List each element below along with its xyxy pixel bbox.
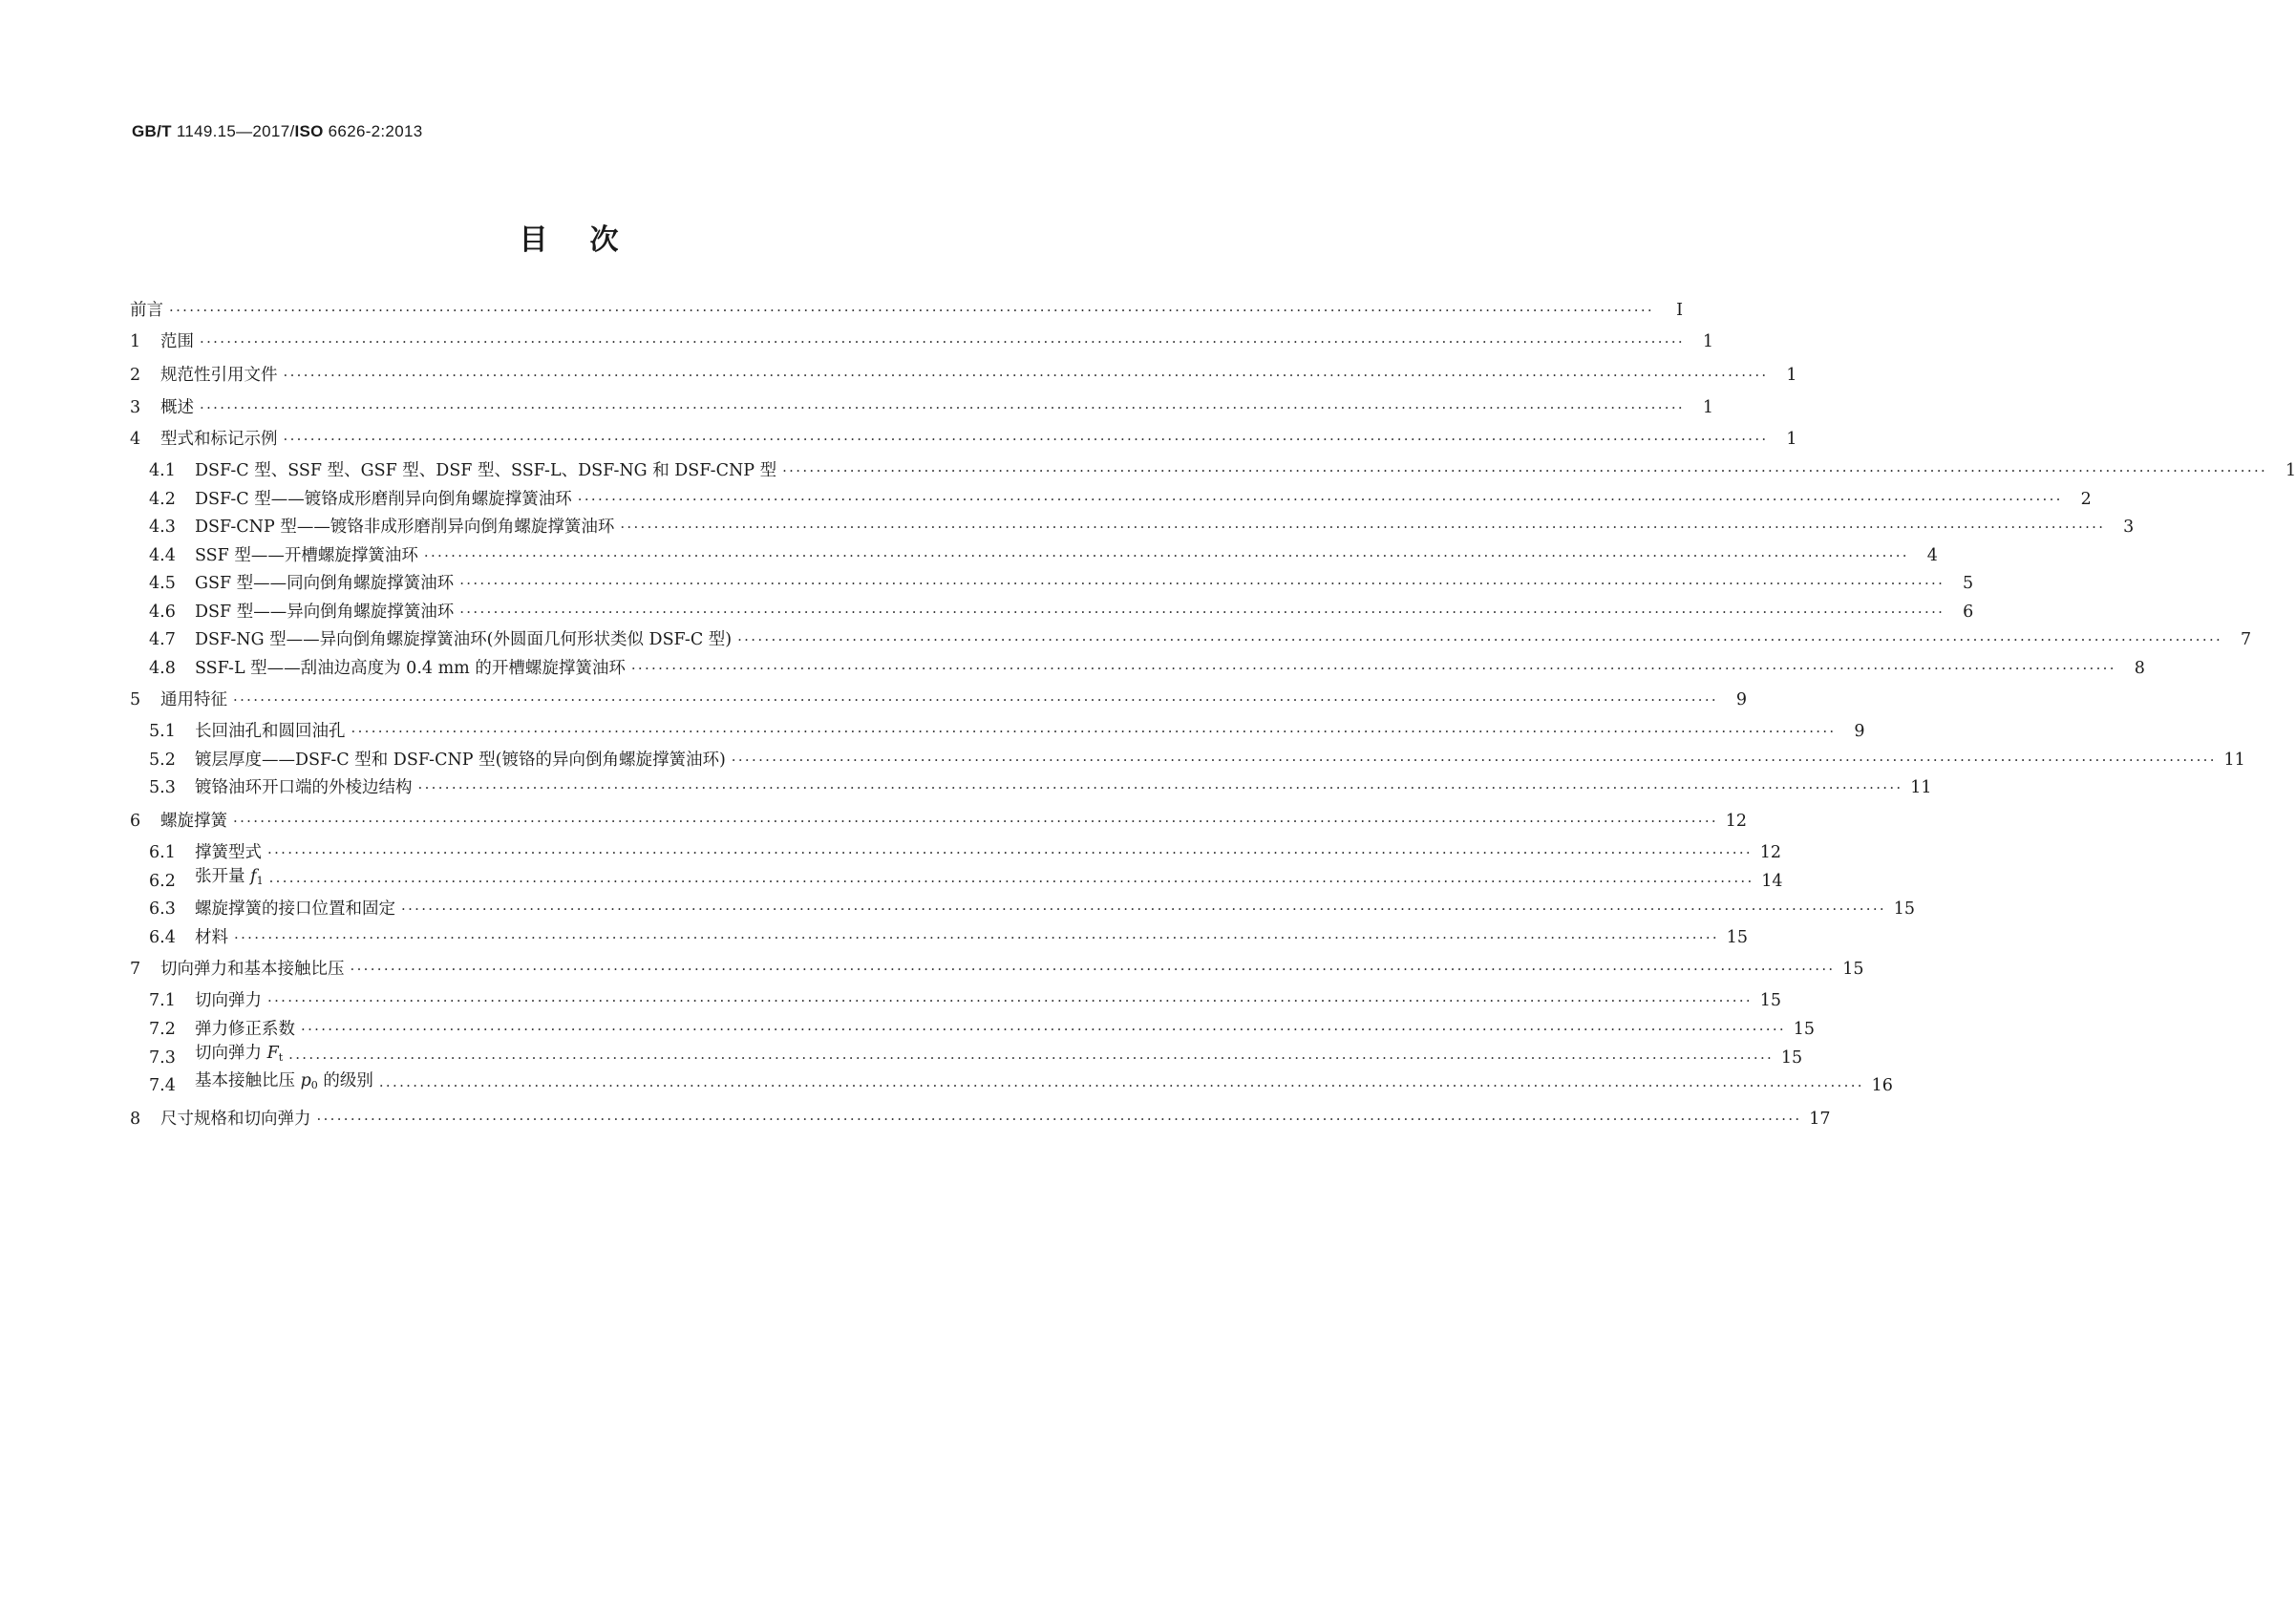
toc-entry-page: 1 [1786,430,1797,449]
toc-entry[interactable] [149,509,2135,538]
toc-entry-number: 1 [130,332,141,351]
toc-entry-number: 6.3 [149,899,176,919]
leader-dots: ···························································································································································································································· [169,302,1654,319]
toc-entry[interactable] [149,594,1974,623]
leader-dots: ···························································································································································································································· [283,431,1769,448]
page-title: 目次 [519,223,661,257]
leader-dots: ···························································································································································································································· [577,491,2063,508]
toc-entry-page: 1 [1702,332,1713,351]
toc-entry-number: 2 [130,366,141,385]
leader-dots: ···························································································································································································································· [731,751,2217,769]
toc-entry-number: 7.3 [149,1048,176,1068]
toc-entry-number: 7.1 [149,991,176,1010]
toc-entry-title: DSF-C 型、SSF 型、GSF 型、DSF 型、SSF-L、DSF-NG 和 DSF-CNP 型 [195,461,777,480]
toc-entry-number: 8 [130,1110,141,1129]
toc-entry-title: 概述 [160,398,194,417]
toc-entry-page: 15 [1780,1048,1803,1068]
toc-entry-number: 5.3 [149,778,176,797]
toc-entry-title: GSF 型——同向倒角螺旋撑簧油环 [195,574,455,593]
toc-entry-page: 15 [1726,928,1748,947]
toc-entry-number: 5.2 [149,751,176,770]
toc-entry-title: 基本接触比压 $p_0$ 的级别 [195,1071,373,1091]
toc-entry-title: 张开量 $f_1$ [195,867,264,887]
toc-entry-title: SSF 型——开槽螺旋撑簧油环 [195,546,418,565]
toc-entry-page: 15 [1793,1020,1815,1039]
leader-dots: ···························································································································································································································· [233,813,1718,830]
leader-dots: ···························································································································································································································· [233,691,1718,709]
toc-entry-number: 4.1 [149,461,176,480]
toc-entry-title: 通用特征 [160,690,227,709]
leader-dots: ···························································································································································································································· [200,333,1685,350]
toc-entry-page: 6 [1963,603,1974,622]
toc-entry-title: 范围 [160,332,194,351]
leader-dots: ···························································································································································································································· [351,723,1837,740]
leader-dots: ···························································································································································································································· [301,1021,1786,1038]
toc-entry-page: 9 [1735,690,1747,709]
iso-number: 6626-2:2013 [323,122,423,140]
toc-entry-title: 规范性引用文件 [160,366,278,385]
toc-entry-number: 6 [130,812,141,831]
toc-entry[interactable] [130,803,1747,832]
toc-entry-number: 6.1 [149,843,176,862]
toc-entry-title: 尺寸规格和切向弹力 [160,1110,311,1129]
toc-entry-number: 4.4 [149,546,176,565]
math-variable: F [266,1044,279,1063]
leader-dots: ···························································································································································································································· [782,462,2268,479]
toc-entry-page: 1 [1702,398,1713,417]
toc-entry[interactable] [130,951,1864,980]
leader-dots: ···························································································································································································································· [630,660,2116,677]
toc-entry-number: 4.3 [149,518,176,537]
toc-entry-title-tail: 的级别 [317,1071,373,1090]
toc-entry-number: 6.4 [149,928,176,947]
toc-entry-page: 15 [1893,899,1915,919]
toc-entry[interactable] [149,920,1748,948]
toc-entry-title: DSF-NG 型——异向倒角螺旋撑簧油环(外圆面几何形状类似 DSF-C 型) [195,630,733,649]
toc-entry-title: 切向弹力 $F_t$ [195,1044,284,1064]
leader-dots: ···························································································································································································································· [234,929,1719,946]
toc-entry[interactable] [149,1068,1893,1096]
toc-entry-number: 4.7 [149,630,176,649]
toc-entry-page: 11 [2223,751,2245,770]
toc-entry-title: 材料 [195,928,228,947]
math-variable: f [250,867,257,886]
leader-dots: ···························································································································································································································· [459,575,1945,592]
toc-entry-number: 5 [130,690,141,709]
toc-entry-title: DSF-C 型——镀铬成形磨削异向倒角螺旋撑簧油环 [195,490,572,509]
standard-prefix: GB/T [132,122,172,140]
toc-entry-title: 型式和标记示例 [160,430,278,449]
toc-entry-page: 4 [1926,546,1938,565]
toc-entry-title: 前言 [130,301,163,320]
leader-dots: ···························································································································································································································· [350,961,1836,978]
toc-entry-number: 5.1 [149,722,176,741]
toc-entry-title: DSF-CNP 型——镀铬非成形磨削异向倒角螺旋撑簧油环 [195,518,615,537]
leader-dots: ···························································································································································································································· [417,779,1903,796]
toc-entry[interactable] [149,835,1781,863]
toc-entry-page: 1 [1786,366,1797,385]
leader-dots: ···························································································································································································································· [200,399,1685,416]
math-subscript: 0 [310,1079,318,1091]
toc-entry[interactable] [149,622,2252,650]
toc-entry[interactable] [149,770,1932,798]
toc-entry[interactable] [130,390,1713,418]
toc-entry-number: 4.8 [149,659,176,678]
toc-entry-page: 16 [1871,1076,1893,1095]
toc-entry[interactable] [149,713,1865,742]
leader-dots: ···························································································································································································································· [423,547,1909,564]
toc-entry-page: 3 [2123,518,2135,537]
toc-entry-page: 8 [2134,659,2145,678]
leader-dots: ···························································································································································································································· [378,1077,1864,1094]
leader-dots: ···························································································································································································································· [401,900,1886,918]
toc-entry-page: 12 [1759,843,1781,862]
toc-entry-page: 2 [2080,490,2092,509]
toc-entry-number: 4.5 [149,574,176,593]
toc-entry-number: 7.4 [149,1076,176,1095]
toc-entry-title: 螺旋撑簧的接口位置和固定 [195,899,395,919]
toc-entry-title: 镀层厚度——DSF-C 型和 DSF-CNP 型(镀铬的异向倒角螺旋撑簧油环) [195,751,726,770]
toc-entry[interactable] [149,742,2245,771]
toc-entry-page: 17 [1809,1110,1831,1129]
toc-entry[interactable] [149,983,1781,1011]
toc-entry-number: 4 [130,430,141,449]
leader-dots: ···························································································································································································································· [267,844,1753,861]
toc-entry-page: Ⅰ [1676,301,1683,320]
toc-entry[interactable] [130,1101,1831,1130]
toc-entry[interactable] [149,481,2092,510]
leader-dots: ···························································································································································································································· [737,631,2223,648]
toc-entry[interactable] [149,538,1938,566]
toc-entry[interactable] [149,863,1783,892]
toc-entry-page: 11 [1910,778,1932,797]
toc-entry-number: 4.6 [149,603,176,622]
toc-entry-number: 6.2 [149,872,176,891]
toc-entry-page: 1 [2285,461,2296,480]
toc-entry-number: 3 [130,398,141,417]
toc-entry-page: 14 [1761,872,1783,891]
leader-dots: ···························································································································································································································· [316,1111,1802,1128]
toc-entry-page: 12 [1725,812,1747,831]
toc-entry[interactable] [130,292,1683,321]
toc-entry-title: 镀铬油环开口端的外棱边结构 [195,778,413,797]
toc-entry-number: 7 [130,960,141,979]
toc-entry[interactable] [130,682,1747,710]
toc-entry-title: 切向弹力 [195,991,262,1010]
leader-dots: ···························································································································································································································· [283,367,1769,384]
toc-entry-page: 15 [1842,960,1864,979]
standard-header [132,122,422,141]
toc-entry-title: 切向弹力和基本接触比压 [160,960,345,979]
toc-entry-title: 撑簧型式 [195,843,262,862]
leader-dots: ···························································································································································································································· [267,992,1753,1009]
toc-entry[interactable] [130,357,1797,386]
toc-entry-number: 7.2 [149,1020,176,1039]
toc-entry[interactable] [149,891,1915,920]
toc-entry[interactable] [149,1011,1815,1040]
toc-entry[interactable] [149,565,1974,594]
toc-entry-page: 5 [1963,574,1974,593]
toc-entry-page: 15 [1759,991,1781,1010]
toc-entry-title: 长回油孔和圆回油孔 [195,722,346,741]
standard-number: 1149.15—2017/ [171,122,295,140]
toc-entry-title: DSF 型——异向倒角螺旋撑簧油环 [195,603,455,622]
leader-dots: ···························································································································································································································· [288,1049,1775,1067]
toc-entry-title: 弹力修正系数 [195,1020,295,1039]
math-subscript: 1 [256,875,264,887]
toc-entry[interactable] [149,453,2296,481]
math-subscript: t [278,1051,284,1064]
iso-prefix: ISO [294,122,324,140]
toc-entry[interactable] [149,650,2145,679]
toc-entry-number: 4.2 [149,490,176,509]
math-variable: p [300,1071,311,1090]
toc-entry-page: 7 [2240,630,2252,649]
toc-entry-page: 9 [1854,722,1865,741]
leader-dots: ···························································································································································································································· [268,873,1754,890]
toc-entry-title: SSF-L 型——刮油边高度为 0.4 mm 的开槽螺旋撑簧油环 [195,659,626,678]
leader-dots: ···························································································································································································································· [459,603,1945,621]
toc-entry[interactable] [130,324,1713,352]
toc-entry-title: 螺旋撑簧 [160,812,227,831]
toc-entry[interactable] [130,421,1797,450]
leader-dots: ···························································································································································································································· [620,518,2106,536]
toc-entry[interactable] [149,1040,1803,1068]
